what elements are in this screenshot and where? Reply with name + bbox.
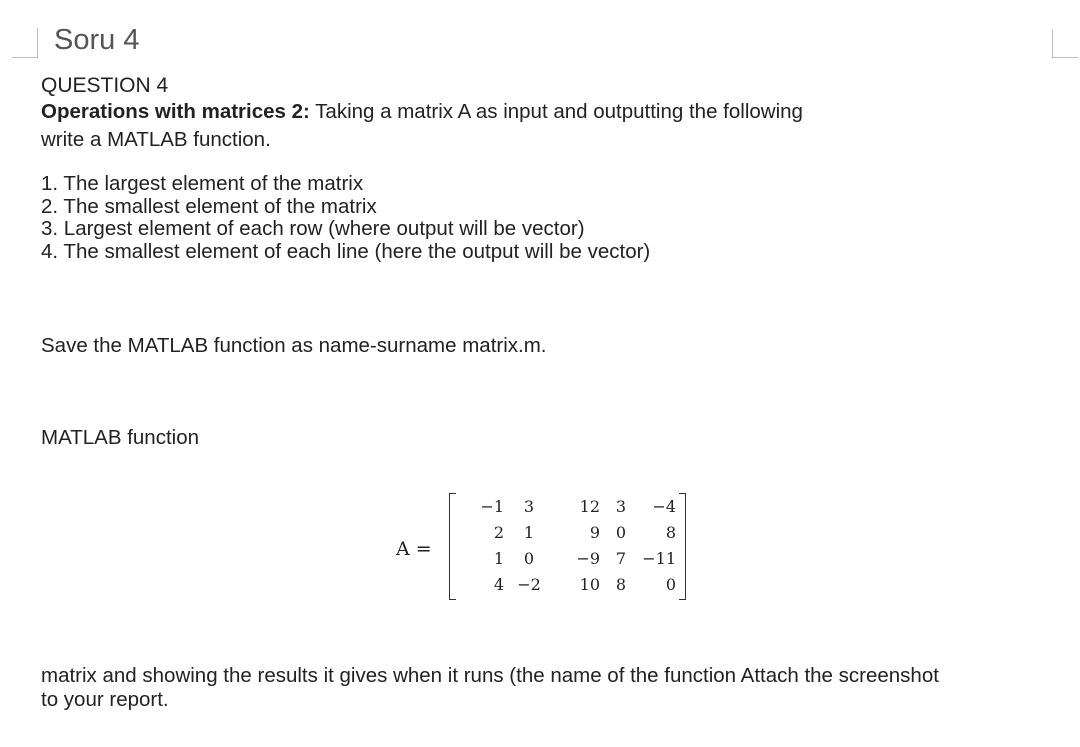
page-corner-mark-right [1052,30,1078,58]
closing-instruction-line2: to your report. [41,688,169,711]
question-title: QUESTION 4 [41,74,169,97]
matrix-cell: 1 [523,522,535,542]
question-intro-bold: Operations with matrices 2: [41,100,310,123]
matrix-cell: −1 [480,496,504,516]
matrix-row [458,571,682,597]
question-intro-line2: write a MATLAB function. [41,128,271,151]
question-intro-rest: Taking a matrix A as input and outputting the following [309,100,803,123]
matrix-cell: 0 [615,522,627,542]
matrix-cell: 8 [665,522,676,542]
matrix-cell: 1 [493,548,504,568]
page-title: Soru 4 [54,24,140,56]
matrix-label: A = [396,538,432,560]
matrix-cell: −2 [517,574,541,594]
matrix-a [458,493,682,597]
matrix-cell: −11 [642,548,676,568]
page-corner-mark-left [12,28,38,58]
list-item: 2. The smallest element of the matrix [41,194,377,218]
closing-instruction-line1: matrix and showing the results it gives when it runs (the name of the function Attach the screenshot [41,664,939,687]
matrix-cell: 0 [523,548,535,568]
list-item: 1. The largest element of the matrix [41,172,364,195]
save-instruction: Save the MATLAB function as name-surname matrix.m. [41,334,547,357]
matrix-cell: 7 [615,548,627,568]
matrix-cell: −9 [576,548,600,568]
list-item: 3. Largest element of each row (where output will be vector) [41,217,585,240]
matrix-cell: −4 [652,496,676,516]
matrix-cell: 10 [579,574,600,594]
matrix-cell: 2 [493,522,504,542]
function-label: MATLAB function [41,426,199,449]
requirements-list [41,173,650,263]
matrix-cell: 0 [665,574,676,594]
list-item: 4. The smallest element of each line (here the output will be vector) [41,239,651,263]
matrix-row [458,519,682,545]
matrix-cell: 9 [589,522,600,542]
matrix-row [458,493,682,519]
matrix-cell: 3 [615,496,627,516]
matrix-cell: 4 [493,574,504,594]
matrix-cell: 8 [615,574,627,594]
matrix-left-bracket [449,493,456,600]
question-intro [41,99,803,125]
matrix-row [458,545,682,571]
matrix-cell: 12 [579,496,600,516]
matrix-cell: 3 [523,496,535,516]
